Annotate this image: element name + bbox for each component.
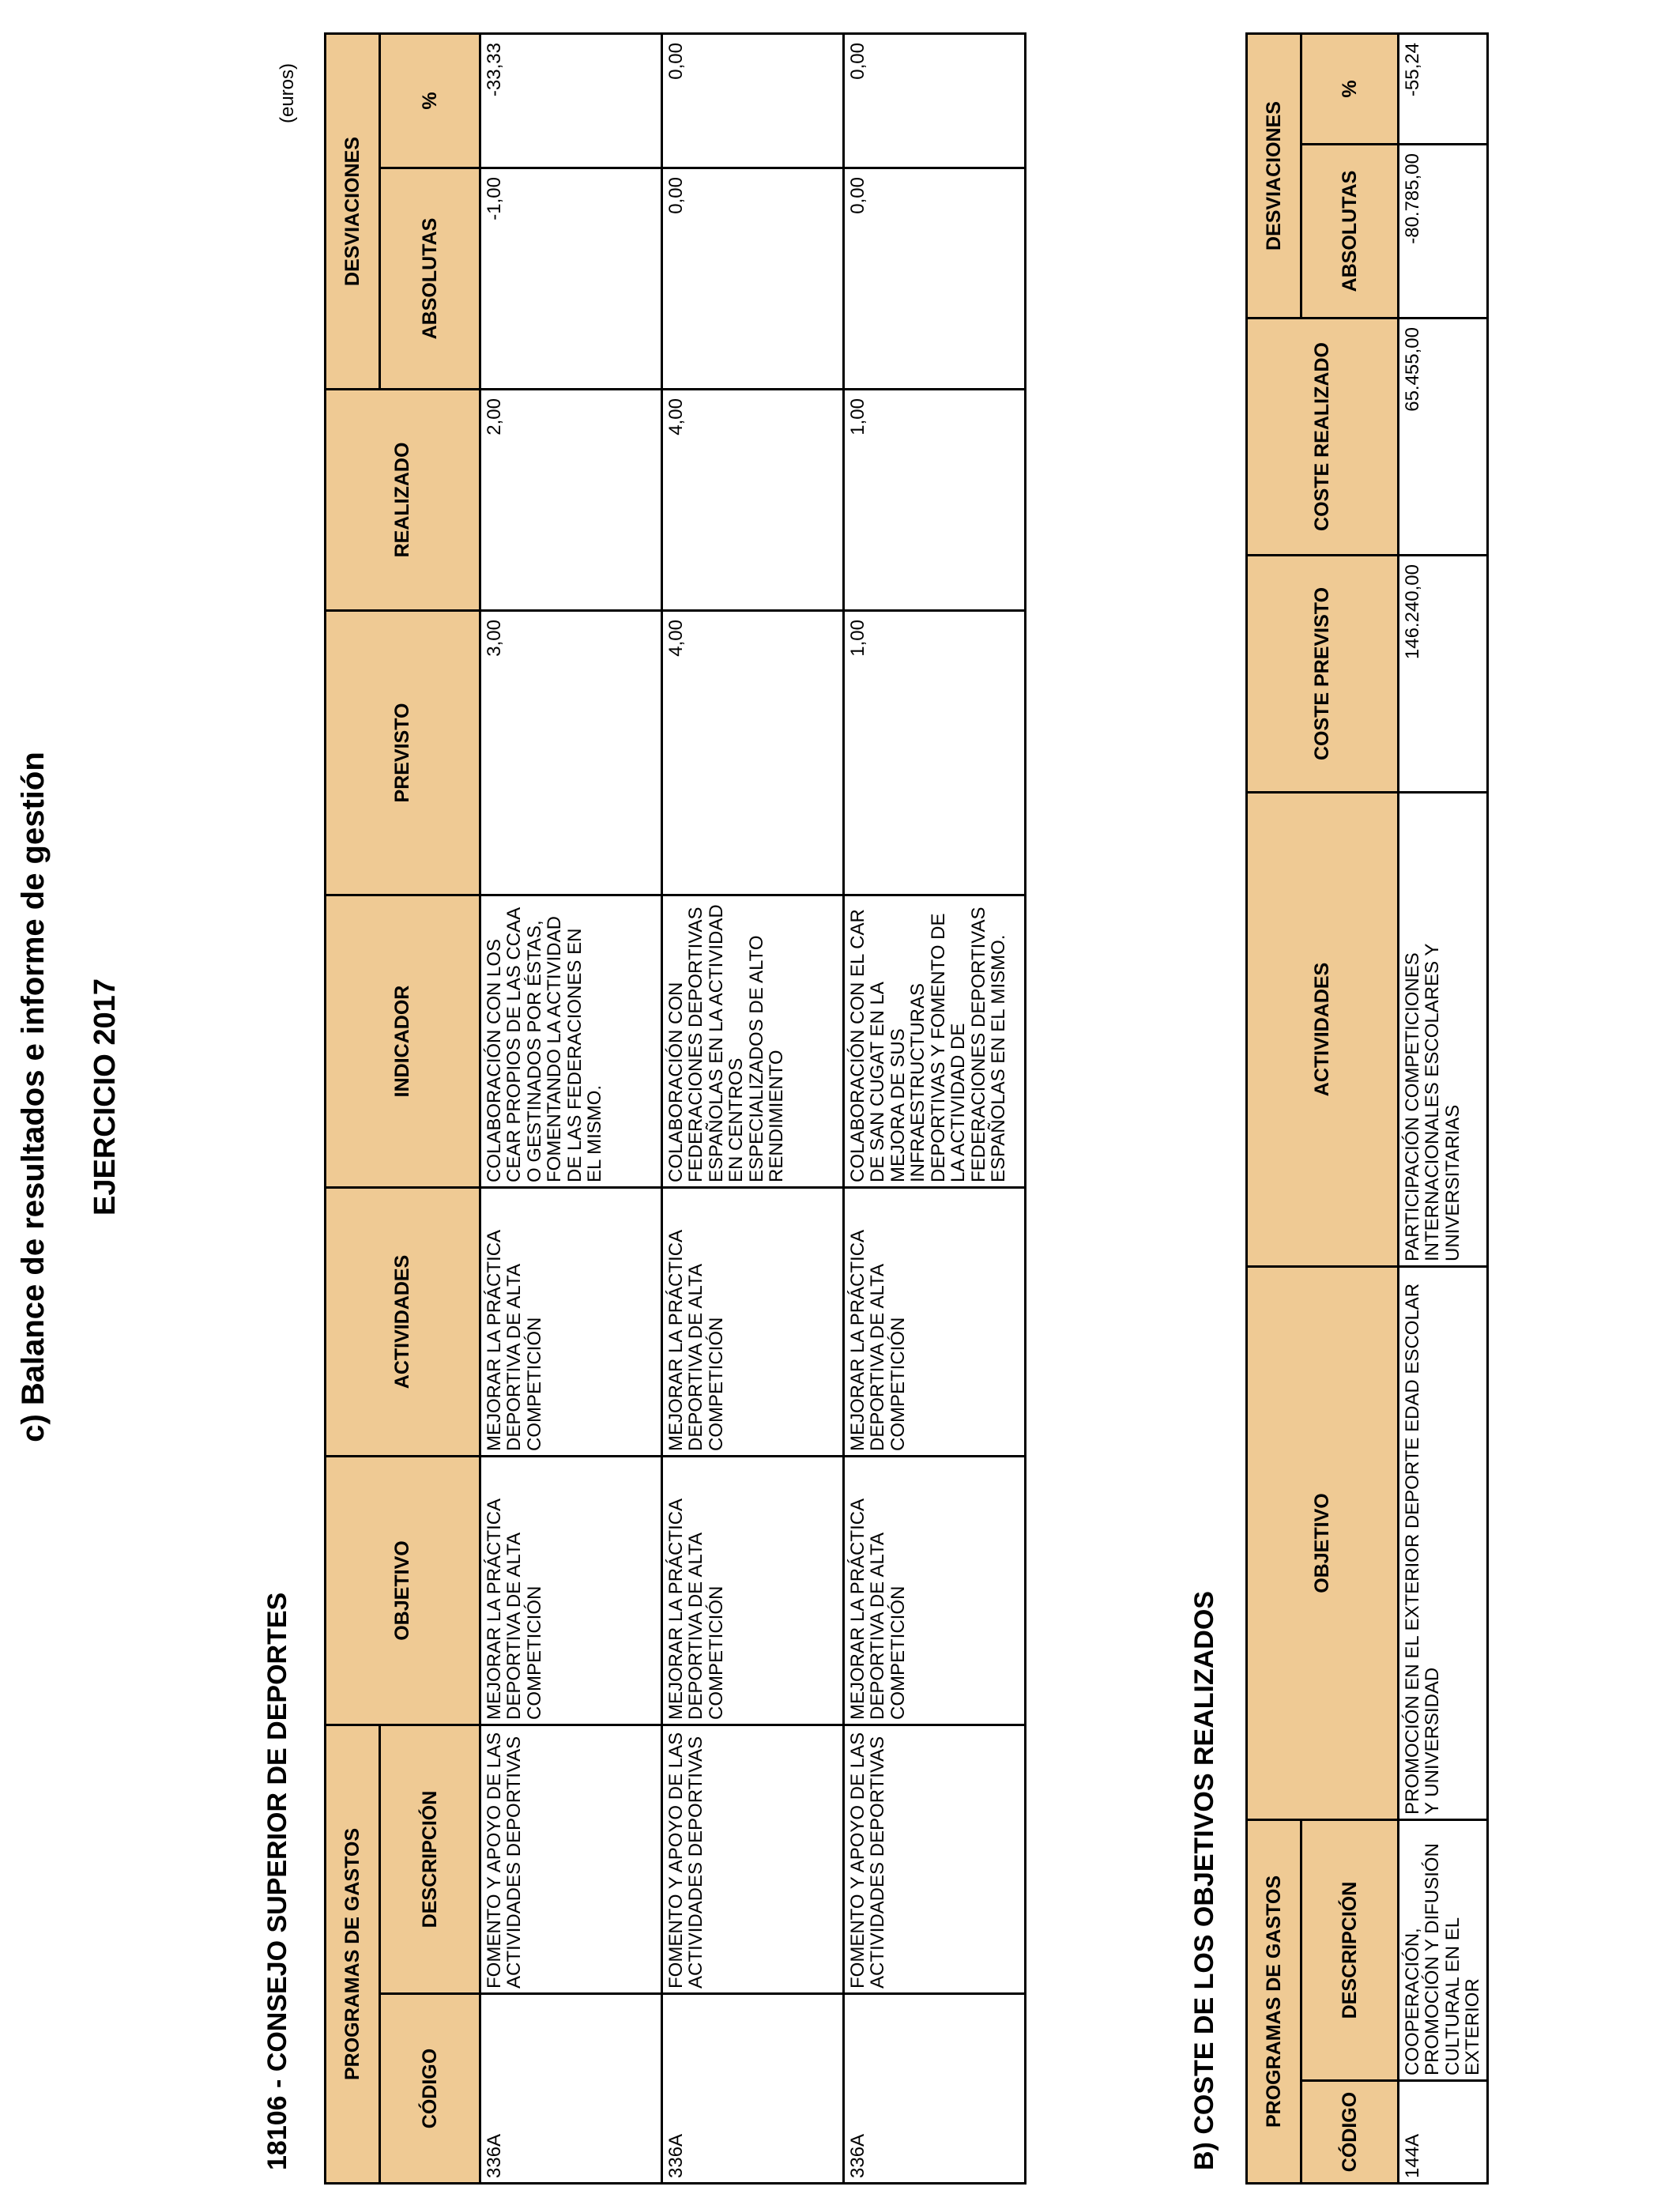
cell-codigo: 336A — [844, 1994, 1026, 2184]
header-indicador: INDICADOR — [326, 895, 480, 1188]
cell-indicador: COLABORACIÓN CON EL CAR DE SAN CUGAT EN LA MEJORA DE SUS INFRAESTRUCTURAS DEPORTIVAS Y FOMENTO DE LA ACTIVIDAD DE FEDERACIONES DEPORTIVAS ESPAÑOLAS EN EL MISMO. — [844, 895, 1026, 1188]
header-descripcion: DESCRIPCIÓN — [1301, 1820, 1399, 2081]
cell-previsto: 4,00 — [662, 611, 844, 895]
header-previsto: PREVISTO — [326, 611, 480, 895]
header-porcentaje: % — [380, 34, 480, 168]
cell-absolutas: 0,00 — [844, 168, 1026, 390]
cell-realizado: 4,00 — [662, 390, 844, 611]
header-absolutas: ABSOLUTAS — [380, 168, 480, 390]
costs-table — [1245, 32, 1489, 2185]
header-porcentaje: % — [1301, 34, 1399, 145]
table-row — [844, 34, 1026, 2184]
table-row — [662, 34, 844, 2184]
table-row — [1399, 34, 1488, 2184]
header-objetivo: OBJETIVO — [326, 1457, 480, 1725]
header-objetivo: OBJETIVO — [1247, 1267, 1399, 1820]
header-realizado: REALIZADO — [326, 390, 480, 611]
cell-absolutas: -1,00 — [480, 168, 662, 390]
cell-actividades: PARTICIPACIÓN COMPETICIONES INTERNACIONALES ESCOLARES Y UNIVERSITARIAS — [1399, 793, 1488, 1267]
cell-descripcion: FOMENTO Y APOYO DE LAS ACTIVIDADES DEPORTIVAS — [662, 1725, 844, 1994]
header-coste-realizado: COSTE REALIZADO — [1247, 319, 1399, 556]
cell-objetivo: MEJORAR LA PRÁCTICA DEPORTIVA DE ALTA COMPETICIÓN — [844, 1457, 1026, 1725]
indicators-table — [324, 32, 1026, 2185]
cell-codigo: 336A — [662, 1994, 844, 2184]
section2-title: B) COSTE DE LOS OBJETIVOS REALIZADOS — [1189, 1591, 1219, 2170]
header-codigo: CÓDIGO — [380, 1994, 480, 2184]
header-actividades: ACTIVIDADES — [1247, 793, 1399, 1267]
cell-porcentaje: 0,00 — [662, 34, 844, 168]
cell-objetivo: MEJORAR LA PRÁCTICA DEPORTIVA DE ALTA COMPETICIÓN — [662, 1457, 844, 1725]
document-title: c) Balance de resultados e informe de gestión — [16, 752, 51, 1442]
cell-actividades: MEJORAR LA PRÁCTICA DEPORTIVA DE ALTA COMPETICIÓN — [844, 1188, 1026, 1457]
cell-actividades: MEJORAR LA PRÁCTICA DEPORTIVA DE ALTA COMPETICIÓN — [480, 1188, 662, 1457]
cell-objetivo: MEJORAR LA PRÁCTICA DEPORTIVA DE ALTA COMPETICIÓN — [480, 1457, 662, 1725]
cell-objetivo: PROMOCIÓN EN EL EXTERIOR DEPORTE EDAD ESCOLAR Y UNIVERSIDAD — [1399, 1267, 1488, 1820]
header-actividades: ACTIVIDADES — [326, 1188, 480, 1457]
header-codigo: CÓDIGO — [1301, 2081, 1399, 2184]
header-absolutas: ABSOLUTAS — [1301, 145, 1399, 319]
cell-coste-realizado: 65.455,00 — [1399, 319, 1488, 556]
header-programas: PROGRAMAS DE GASTOS — [1247, 1820, 1301, 2184]
cell-indicador: COLABORACIÓN CON FEDERACIONES DEPORTIVAS ESPAÑOLAS EN LA ACTIVIDAD EN CENTROS ESPECIALIZADOS DE ALTO RENDIMIENTO — [662, 895, 844, 1188]
cell-descripcion: FOMENTO Y APOYO DE LAS ACTIVIDADES DEPORTIVAS — [480, 1725, 662, 1994]
cell-coste-previsto: 146.240,00 — [1399, 556, 1488, 793]
section1-title: 18106 - CONSEJO SUPERIOR DE DEPORTES — [262, 1592, 292, 2170]
cell-indicador: COLABORACIÓN CON LOS CEAR PROPIOS DE LAS CCAA O GESTINADOS POR ÉSTAS, FOMENTANDO LA ACTIVIDAD DE LAS FEDERACIONES EN EL MISMO. — [480, 895, 662, 1188]
cell-realizado: 1,00 — [844, 390, 1026, 611]
cell-codigo: 144A — [1399, 2081, 1488, 2184]
cell-porcentaje: 0,00 — [844, 34, 1026, 168]
header-programas: PROGRAMAS DE GASTOS — [326, 1725, 380, 2184]
header-desviaciones: DESVIACIONES — [1247, 34, 1301, 319]
table-row — [480, 34, 662, 2184]
cell-previsto: 3,00 — [480, 611, 662, 895]
cell-absolutas: 0,00 — [662, 168, 844, 390]
cell-descripcion: COOPERACIÓN, PROMOCIÓN Y DIFUSIÓN CULTURAL EN EL EXTERIOR — [1399, 1820, 1488, 2081]
exercise-year: EJERCICIO 2017 — [89, 978, 122, 1216]
cell-porcentaje: -55,24 — [1399, 34, 1488, 145]
cell-descripcion: FOMENTO Y APOYO DE LAS ACTIVIDADES DEPORTIVAS — [844, 1725, 1026, 1994]
cell-actividades: MEJORAR LA PRÁCTICA DEPORTIVA DE ALTA COMPETICIÓN — [662, 1188, 844, 1457]
cell-previsto: 1,00 — [844, 611, 1026, 895]
header-coste-previsto: COSTE PREVISTO — [1247, 556, 1399, 793]
cell-porcentaje: -33,33 — [480, 34, 662, 168]
header-descripcion: DESCRIPCIÓN — [380, 1725, 480, 1994]
currency-units: (euros) — [277, 62, 298, 123]
cell-codigo: 336A — [480, 1994, 662, 2184]
cell-absolutas: -80.785,00 — [1399, 145, 1488, 319]
header-desviaciones: DESVIACIONES — [326, 34, 380, 390]
cell-realizado: 2,00 — [480, 390, 662, 611]
